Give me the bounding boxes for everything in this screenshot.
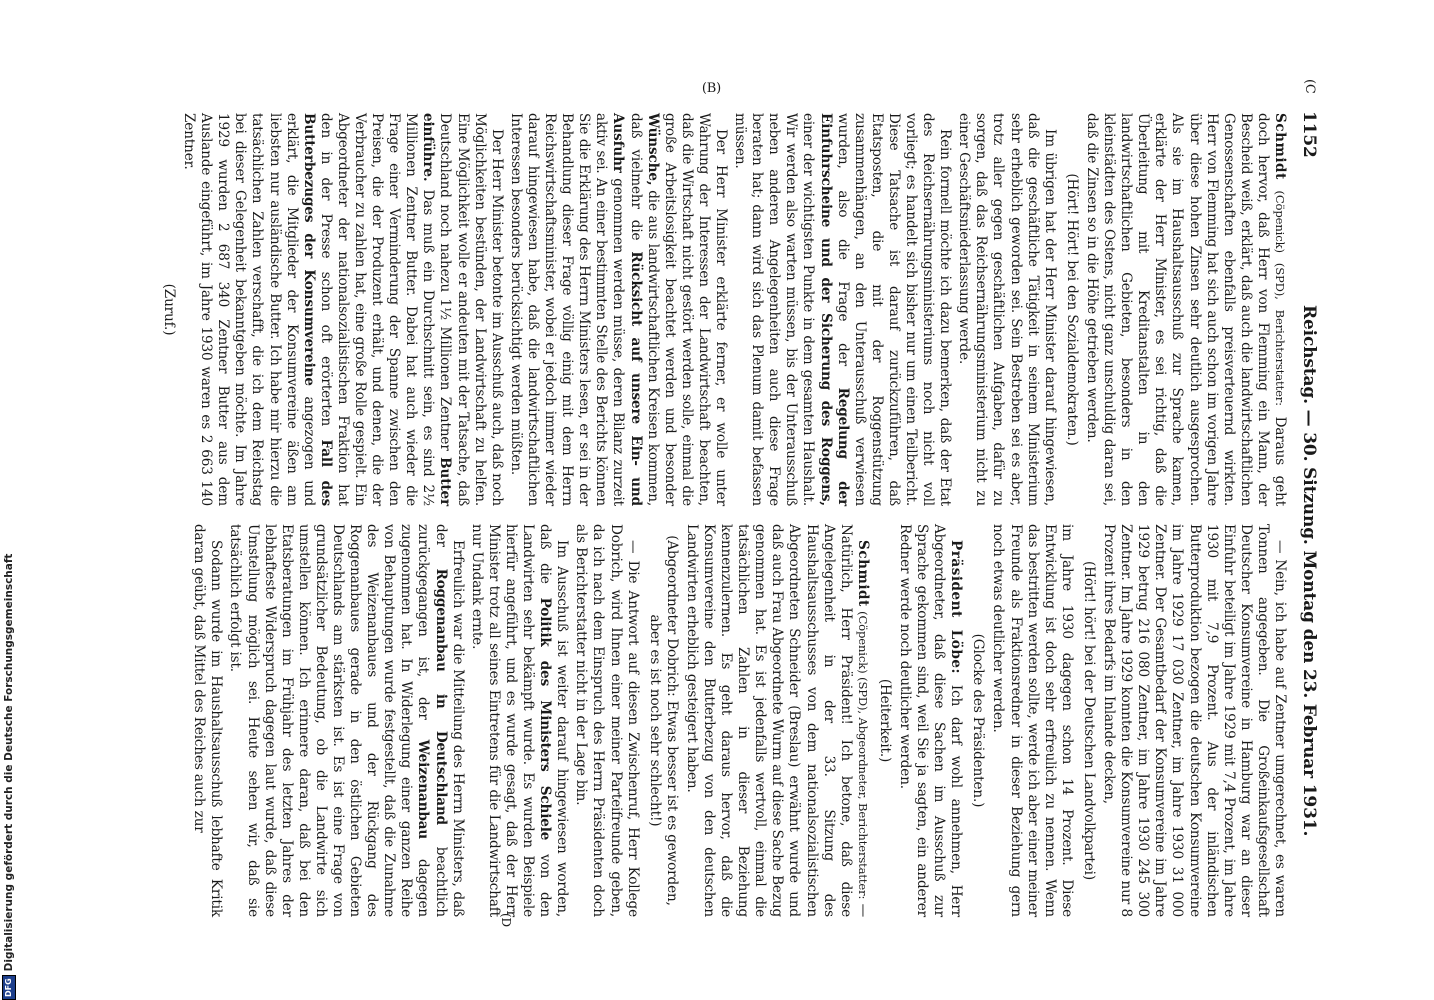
paragraph [226, 524, 465, 917]
paragraph: Im übrigen hat der Herr Minister darauf hingewiesen, daß die geschäftliche Tätigkeit in seinem Ministerium sehr erheblich geworden sei. Sein Bestreben sei es aber, trotz aller gegen geschäftlichen Aufgaben, dafür zu sorgen, daß das Reichsernährungsministerium nicht zu einer Geschäftsniederlassung werde. [956, 113, 1058, 506]
interjection: (Hört! Hört! bei den Sozialdemokraten.) [1063, 173, 1080, 446]
left-column [155, 113, 1288, 506]
paragraph-text: dagegen zugenommen hat. In Widerlegung einer ganzen Reihe von Behauptungen wurde festgestellt, daß die Zunahme des Weizenanbaues und der Rückgang des Roggenanbaues gerade in den östlichen Gebieten Deutschlands am stärksten ist. Es ist eine Frage von grundsätzlicher Bedeutung, ob die Landwirte sich umstellen können. Ich erinnere daran, daß bei den Etatsberatungen im Frühjahr des letzten Jahres der lebhafteste Widerspruch dagegen laut wurde, daß diese Umstellung möglich sei. Heute sehen wir, daß sie tatsächlich erfolgt ist. [227, 524, 432, 918]
paragraph-text: Erfreulich war die Mitteilung des Herrn Ministers, daß der [432, 524, 466, 917]
paragraph-text: Das muß ein Durchschnitt sein, es sind 2½ Millionen Zentner Butter. Dabei hat auch wieder die Frage einer Verminderung der Spanne zwischen den Preisen, die der Produzent erhält, und denen, die der Verbraucher zu zahlen hat, eine große Rolle gespielt. Ein Abgeordneter der nationalsozialistischen Fraktion hat den in der Presse schon oft erörterten [317, 113, 437, 507]
interjection: (Glocke des Präsidenten.) [970, 633, 987, 808]
paragraph-text: Daraus geht doch hervor, daß Herr von Flemming ein Mann, der Bescheid weiß, erklärt, daß auch die landwirtschaftlichen Genossenschaften ebenfalls preisverteuernd wirkten. Herr von Flemming hat sich auch schon im vorigen Jahre über diese hohen Zinsen sehr deutlich ausgesprochen. Als sie im Haushaltsausschuß zur Sprache kamen, erklärte der Herr Minister, es sei richtig, daß die Überleitung mit Kreditanstalten in den landwirtschaftlichen Gebieten, besonders in den kleinstädten des Ostens, nicht ganz unschuldig daran sei, daß die Zinsen so in die Höhe getrieben werden. [1083, 113, 1288, 507]
bold-phrase: Fall des Butterbezuges der Konsumvereine [300, 113, 334, 507]
paragraph-text: Der Herr Minister erklärte ferner, er wolle unter Wahrung der Interessen der Landwirtschaft beachten, daß die Wirtschaft nicht gestört werden solle, einmal die große Arbeitslosigkeit beachtet werden und besonder [661, 113, 729, 506]
speaker-name: Schmidt [1272, 113, 1288, 180]
bold-phrase: Wünsche, [644, 113, 661, 186]
paragraph [180, 113, 505, 506]
credit-text: Digitalisierung gefördert durch die Deutsche Forschungsgemeinschaft [3, 553, 15, 972]
interjection: (Abgeordneter Dobrich: Etwas besser ist es geworden, aber es ist noch sehr schlecht!) [646, 535, 680, 906]
interjection: (Heiterkeit.) [876, 678, 893, 763]
paragraph-text: beachtlich zurückgegangen ist, der [415, 524, 449, 918]
paragraph [683, 524, 871, 917]
page-number: 1152 [1298, 111, 1319, 158]
bold-phrase: Rücksicht auf unsere Ein- und Ausfuhr [610, 113, 644, 506]
paragraph: Sodann wurde im Haushaltsausschuß lebhafte Kritik daran geübt, daß Mittel des Reiches auch zur [191, 524, 225, 917]
bold-phrase: Weizenanbau [415, 739, 432, 840]
paragraph-text: angezogen und erklärt, die Mitglieder der Konsumvereine äßen am liebsten nur ausländische Butter. Ich habe mir hierzu die tatsächlichen Zahlen verschafft, die ich dem Reichstag bei dieser Gelegenheit bekanntgeben möchte. Im Jahre 1929 wurden 2 687 340 Zentner Butter aus dem Auslande eingeführt, im Jahre 1930 waren es 2 663 140 Zentner. [181, 113, 317, 506]
paragraph-text: Rein formell möchte ich dazu bemerken, daß der Etat des Reichsernährungsministeriums noch nicht voll vorliegt; es handelt sich bisher nur um einen Teilbericht. Diese Tatsache ist darauf zurückzuführen, daß Etatsposten, die mit der Roggenstützung zusammenhängen, an den Unterausschuß verwiesen wurden, also die Frage der [834, 113, 954, 506]
page-header [1296, 79, 1320, 925]
running-title: Reichstag. — 30. Sitzung. Montag den 23. Februar 1931. [1298, 305, 1319, 837]
paragraph-text: genommen werden müsse, deren Bilanz zurzeit aktiv sei. An einer bestimmten Stelle des Berichts können Sie die Erklärung des Herrn Ministers lesen, er sei in der Behandlung dieser Frage völlig einig mit dem Herrn Reichswirtschaftsminister, wobei er jedoch immer wieder darauf hingewiesen habe, daß die landwirtschaftlichen Interessen besonders berücksichtigt werden müßten. [507, 113, 627, 506]
speaker-role: (Cöpenick) (SPD), Berichterstatter: [1273, 190, 1287, 406]
paragraph: im Jahre 1930 dagegen schon 14 Prozent. Diese Entwicklung ist doch sehr erfreulich zu nennen. Wenn das bestritten werden sollte, werde ich aber einer meiner Freunde als Fraktionsredner in dieser Beziehung gern noch etwas deutlicher werden. [990, 524, 1075, 917]
digitization-credit [2, 10, 16, 1000]
paragraph-text: von den Landwirten sehr bekämpft wurde. Es wurden Beispiele hierfür angeführt, und es wurde gesagt, daß der Herr Minister trotz all seines Eintretens für die Landwirtschaft nur Undank ernte. [468, 524, 554, 918]
dfg-logo: DFG [2, 975, 16, 1000]
bold-phrase: Butter einführe. [420, 113, 454, 507]
paragraph-text: die aus landwirtschaftlichen Kreisen kommen, daß vielmehr die [627, 113, 661, 507]
interjection: (Hört! hört! bei der Deutschen Landvolkpartei) [1080, 561, 1097, 880]
interjection: (Zuruf.) [161, 283, 177, 336]
bold-phrase: Politik des Ministers Schiele [537, 597, 554, 841]
right-column [188, 524, 1288, 917]
paragraph [468, 524, 571, 917]
paragraph [896, 524, 964, 917]
rotated-document-page [120, 79, 1320, 928]
speaker-name: Schmidt [854, 540, 871, 607]
paragraph-text: Ich darf wohl annehmen, Herr Abgeordneter, daß diese Sachen im Ausschuß zur Sprache gekommen sind, weil Sie ja sagten, ein anderer Redner werde noch deutlicher werden. [897, 524, 965, 918]
paragraph-text: Im Ausschuß ist weiter darauf hingewiesen worden, daß die [537, 524, 571, 917]
margin-letter-c: (C [1302, 79, 1317, 94]
paragraph [1083, 113, 1288, 506]
paragraph-text: Der Herr Minister betonte im Ausschuß auch, daß noch Möglichkeiten bestünden, der Landwirtschaft zu helfen. Eine Möglichkeit wolle er andeuten mit der Tatsache, daß Deutschland noch nahezu 1½ Millionen Zentner [437, 113, 505, 506]
bold-phrase: Regelung der Einfuhrscheine und der Sicherung des Roggens, [817, 113, 851, 506]
paragraph: — Die Antwort auf diesen Zwischenruf, Herr Kollege Dobrich, wird Ihnen einer meiner Parteifreunde geben, da ich nach dem Einspruch des Herrn Präsidenten doch als Berichterstatter nicht in der Lage bin. [573, 524, 641, 917]
margin-letter-d: (D [499, 913, 513, 928]
bold-phrase: Roggenanbau in Deutschland [432, 568, 449, 825]
paragraph-text: — Natürlich, Herr Präsident! Ich betone, daß diese Angelegenheit in der 33. Sitzung des Haushaltsausschusses von dem nationalsozialistischen Abgeordneten Schneider (Breslau) erwähnt wurde und daß auch Frau Abgeordnete Wurm auf diese Sache Bezug genommen hat. Es ist jedenfalls wertvoll, einmal die tatsächlichen Zahlen in dieser Beziehung kennenzulernen. Es geht daraus hervor, daß die Konsumvereine den Butterbezug von den deutschen Landwirten erheblich gesteigert haben. [683, 524, 871, 918]
speaker-role: (Cöpenick) (SPD), Abgeordneter, Berichterstatter: [855, 611, 870, 900]
margin-letter-b: (B) [701, 81, 722, 97]
paragraph [507, 113, 729, 506]
paragraph-text: einer der wichtigsten Punkte in dem gesamten Haushalt. Wir werden also warten müssen, bis der Unterausschuß neben anderen Angelegenheiten auch diese Frage beraten hat; dann wird sich das Plenum damit befassen müssen. [732, 113, 817, 506]
speaker-name: Präsident Löbe: [948, 540, 965, 675]
paragraph [731, 113, 953, 506]
paragraph: — Nein, ich habe auf Zentner umgerechnet, es waren Tonnen angegeben. Die Großeinkaufsgesellschaft Deutscher Konsumvereine in Hamburg war an dieser Einfuhr beteiligt im Jahre 1929 mit 7,4 Prozent, im Jahre 1930 mit 7,9 Prozent. Aus der inländischen Butterproduktion bezogen die deutschen Konsumvereine im Jahre 1929 17 030 Zentner, im Jahre 1930 31 000 Zentner. Der Gesamtbedarf der Konsumvereine im Jahre 1929 betrug 216 080 Zentner, im Jahre 1930 245 300 Zentner. Im Jahre 1929 konnten die Konsumvereine nur 8 Prozent ihres Bedarfs im Inlande decken, [1101, 524, 1288, 917]
